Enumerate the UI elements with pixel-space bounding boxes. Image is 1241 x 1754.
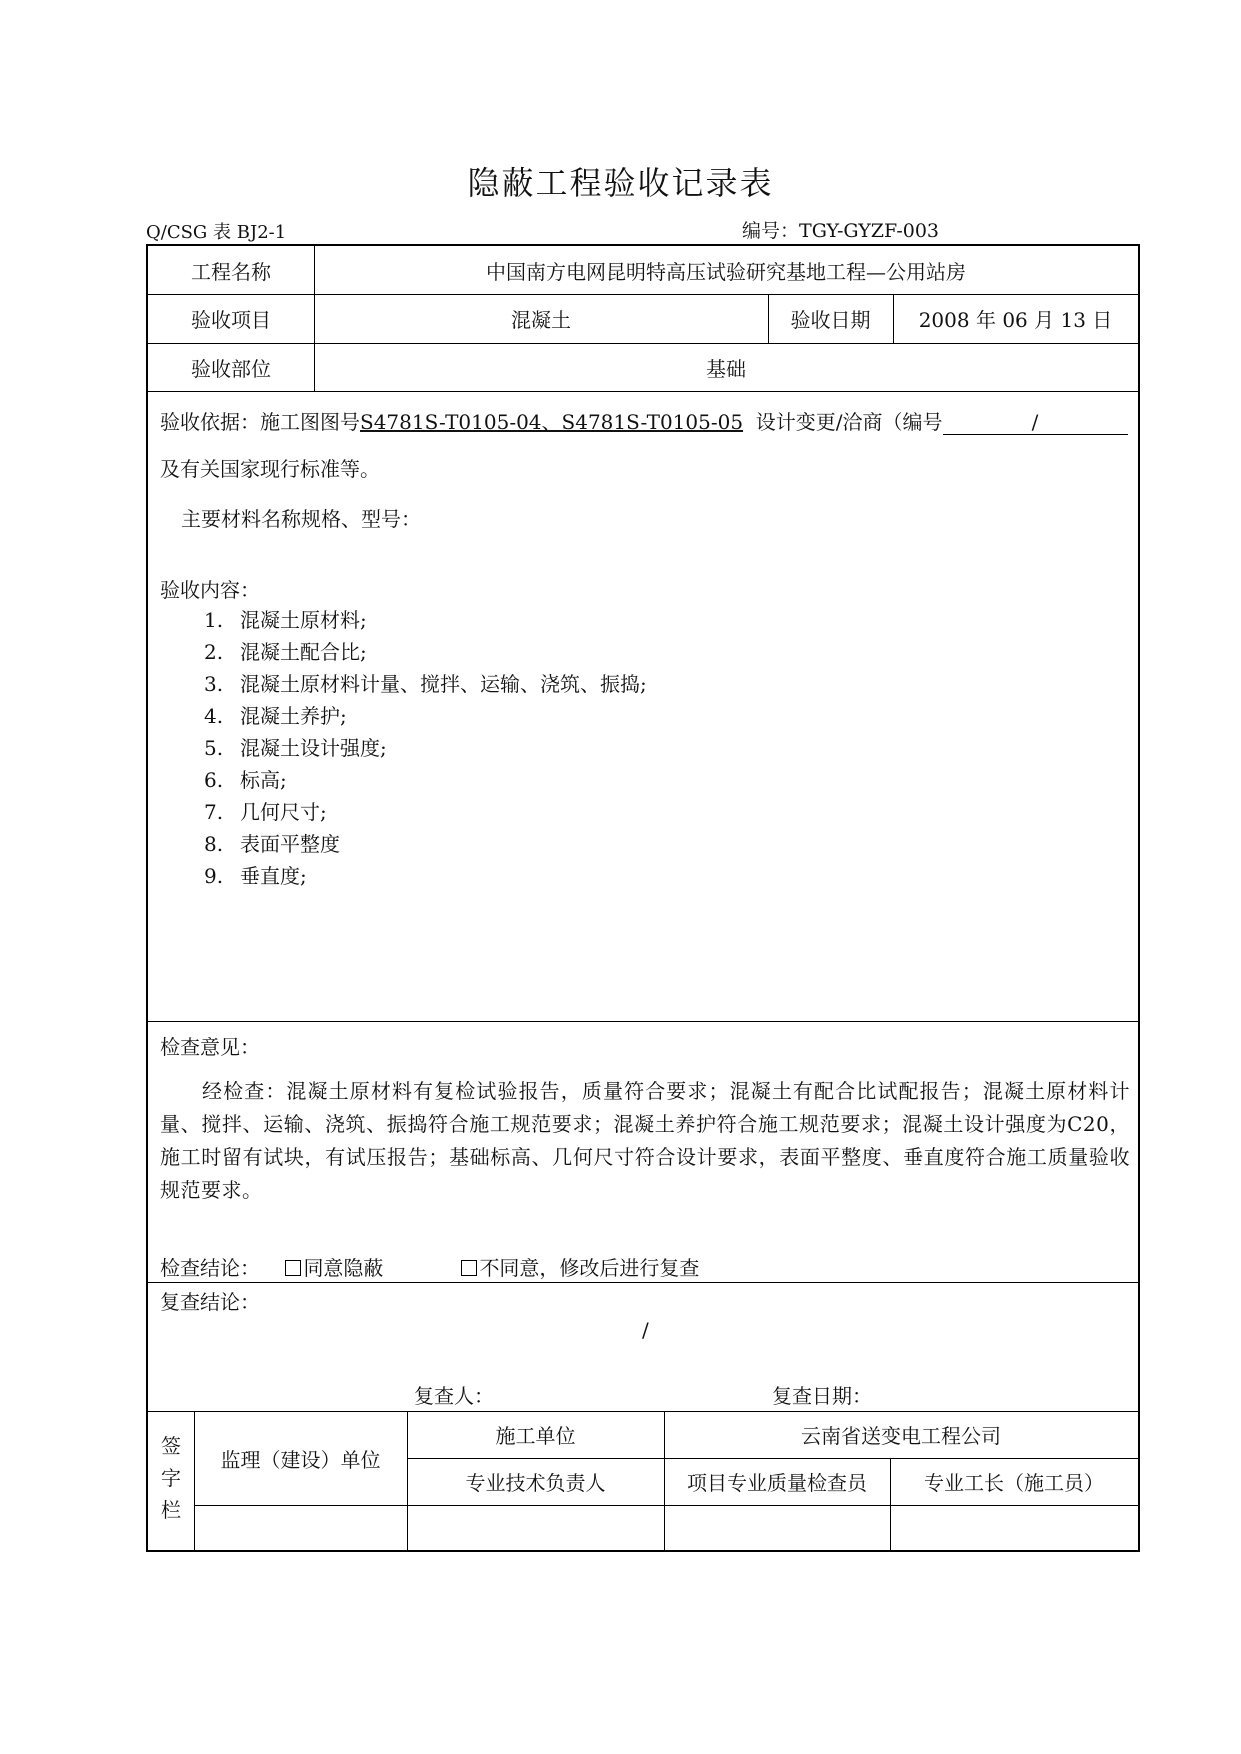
- record-number-label: 编号：: [742, 220, 800, 242]
- inspection-opinion-label: 检查意见：: [160, 1035, 260, 1059]
- list-item-number: 4.: [204, 704, 224, 728]
- record-number-value: TGY-GYZF-003: [799, 220, 940, 242]
- list-item-text: 垂直度;: [240, 864, 307, 888]
- project-name-label: 工程名称: [191, 259, 271, 284]
- row-divider: [148, 1282, 1138, 1283]
- list-item: [204, 796, 327, 825]
- acceptance-date-label: 验收日期: [790, 308, 871, 332]
- list-item-number: 8.: [204, 832, 224, 856]
- list-item-text: 混凝土配合比;: [240, 640, 367, 664]
- acceptance-location-label: 验收部位: [191, 356, 271, 381]
- basis-prefix: 验收依据：施工图图号: [160, 410, 360, 434]
- quality-inspector-signature-field[interactable]: [664, 1505, 890, 1552]
- list-item: [204, 636, 367, 665]
- acceptance-content-label: 验收内容：: [160, 578, 260, 602]
- list-item-text: 混凝土养护;: [240, 704, 347, 728]
- list-item-text: 混凝土设计强度;: [240, 736, 387, 760]
- quality-inspector-label: 项目专业质量检查员: [687, 1471, 867, 1495]
- acceptance-location-value: 基础: [706, 356, 746, 381]
- main-materials-label: 主要材料名称规格、型号：: [181, 507, 421, 531]
- acceptance-date-value: 2008 年 06 月 13 日: [918, 308, 1113, 332]
- project-name-value: 中国南方电网昆明特高压试验研究基地工程—公用站房: [486, 259, 966, 284]
- basis-standards: 及有关国家现行标准等。: [160, 457, 380, 481]
- supervisor-signature-field[interactable]: [194, 1505, 407, 1552]
- list-item: [204, 732, 387, 761]
- disagree-option-label: 不同意，修改后进行复查: [479, 1256, 700, 1280]
- basis-drawing-numbers: S4781S-T0105-04、S4781S-T0105-05: [360, 410, 744, 434]
- inspection-conclusion-line: [160, 1252, 699, 1281]
- inspection-opinion-text: 经检查：混凝土原材料有复检试验报告，质量符合要求；混凝土有配合比试配报告；混凝土原材料计量、搅拌、运输、浇筑、振捣符合施工规范要求；混凝土养护符合施工规范要求；混凝土设计强度为C20，施工时留有试块，有试压报告；基础标高、几何尺寸符合设计要求，表面平整度、垂直度符合施工质量验收规范要求。: [160, 1079, 1130, 1202]
- list-item-number: 5.: [204, 736, 224, 760]
- signature-column-label: 签 字 栏: [161, 1434, 181, 1522]
- list-item: [204, 860, 307, 889]
- foreman-signature-field[interactable]: [890, 1505, 1138, 1552]
- acceptance-form-table: [146, 244, 1140, 1552]
- construction-unit-label: 施工单位: [495, 1424, 576, 1448]
- list-item: [204, 828, 340, 857]
- list-item-number: 9.: [204, 864, 224, 888]
- tech-lead-signature-field[interactable]: [407, 1505, 664, 1552]
- design-change-number: /: [943, 410, 1128, 435]
- acceptance-item-value: 混凝土: [511, 308, 571, 332]
- disagree-checkbox[interactable]: [461, 1260, 477, 1276]
- record-number: [742, 216, 939, 243]
- design-change-label: 设计变更/洽商（编号: [755, 410, 943, 434]
- list-item-text: 几何尺寸;: [240, 800, 327, 824]
- acceptance-basis-line: [160, 406, 1128, 435]
- page-title: 隐蔽工程验收记录表: [467, 164, 774, 202]
- row-divider: [148, 1021, 1138, 1022]
- foreman-label: 专业工长（施工员）: [924, 1471, 1104, 1495]
- row-divider: [148, 391, 1138, 392]
- recheck-person-label: 复查人：: [414, 1384, 494, 1408]
- list-item-text: 表面平整度: [240, 832, 340, 856]
- recheck-conclusion-label: 复查结论：: [160, 1290, 260, 1314]
- list-item-number: 2.: [204, 640, 224, 664]
- list-item: [204, 604, 367, 633]
- construction-unit-value: 云南省送变电工程公司: [801, 1424, 1001, 1448]
- supervisor-unit-label: 监理（建设）单位: [220, 1447, 381, 1472]
- list-item: [204, 764, 287, 793]
- inspection-conclusion-label: 检查结论：: [160, 1256, 260, 1280]
- list-item-number: 7.: [204, 800, 224, 824]
- list-item-number: 3.: [204, 672, 224, 696]
- list-item-number: 1.: [204, 608, 224, 632]
- acceptance-item-label: 验收项目: [191, 308, 271, 332]
- recheck-conclusion-value: /: [642, 1318, 649, 1342]
- list-item-text: 混凝土原材料;: [240, 608, 367, 632]
- list-item: [204, 668, 647, 697]
- agree-option-label: 同意隐蔽: [303, 1256, 384, 1280]
- list-item: [204, 700, 347, 729]
- agree-checkbox[interactable]: [285, 1260, 301, 1276]
- list-item-number: 6.: [204, 768, 224, 792]
- list-item-text: 混凝土原材料计量、搅拌、运输、浇筑、振捣;: [240, 672, 647, 696]
- recheck-date-label: 复查日期：: [772, 1384, 872, 1408]
- list-item-text: 标高;: [240, 768, 287, 792]
- form-code: Q/CSG 表 BJ2-1: [146, 222, 287, 243]
- tech-lead-label: 专业技术负责人: [465, 1471, 606, 1495]
